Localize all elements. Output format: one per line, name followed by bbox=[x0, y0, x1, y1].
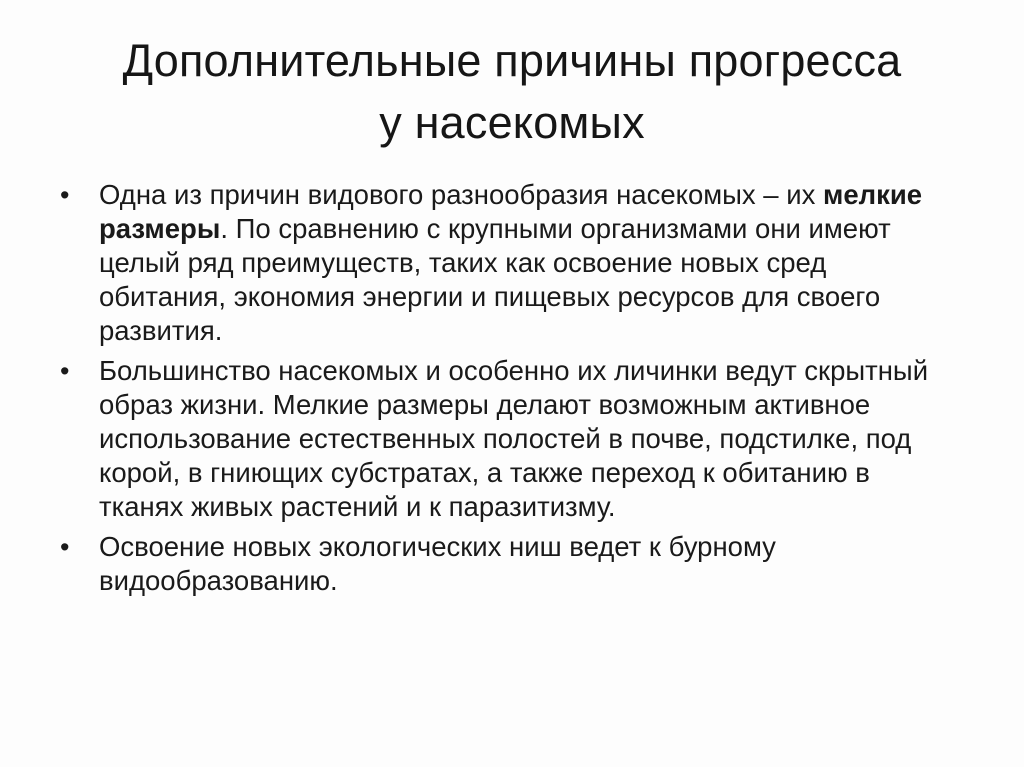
bullet-1-text-end: . По сравнению с крупными организмами они имеют целый ряд преимуществ, таких как освоение новых сред обитания, экономия энергии и пищевых ресурсов для своего развития. bbox=[99, 213, 891, 346]
bullet-list bbox=[60, 178, 960, 604]
bullet-marker: • bbox=[60, 180, 70, 210]
bullet-marker: • bbox=[60, 356, 70, 386]
bullet-1-bold-term: мелкие размеры bbox=[99, 179, 923, 244]
bullet-3-text: Освоение новых экологических ниш ведет к бурному видообразованию. bbox=[99, 531, 776, 596]
bullet-marker: • bbox=[60, 532, 70, 562]
bullet-item-1 bbox=[60, 178, 960, 348]
bullet-2-text: Большинство насекомых и особенно их личинки ведут скрытный образ жизни. Мелкие размеры делают возможным активное использование естественных полостей в почве, подстилке, под корой, в гниющих субстратах, а также переход к обитанию в тканях живых растений и к паразитизму. bbox=[99, 355, 929, 522]
bullet-1-text-start: Одна из причин видового разнообразия насекомых – их bbox=[99, 179, 823, 210]
bullet-item-2 bbox=[60, 354, 960, 524]
title-line-1: Дополнительные причины прогресса bbox=[122, 35, 902, 86]
title-line-2: у насекомых bbox=[379, 97, 645, 148]
bullet-item-3 bbox=[60, 530, 960, 598]
slide-title bbox=[40, 30, 984, 154]
